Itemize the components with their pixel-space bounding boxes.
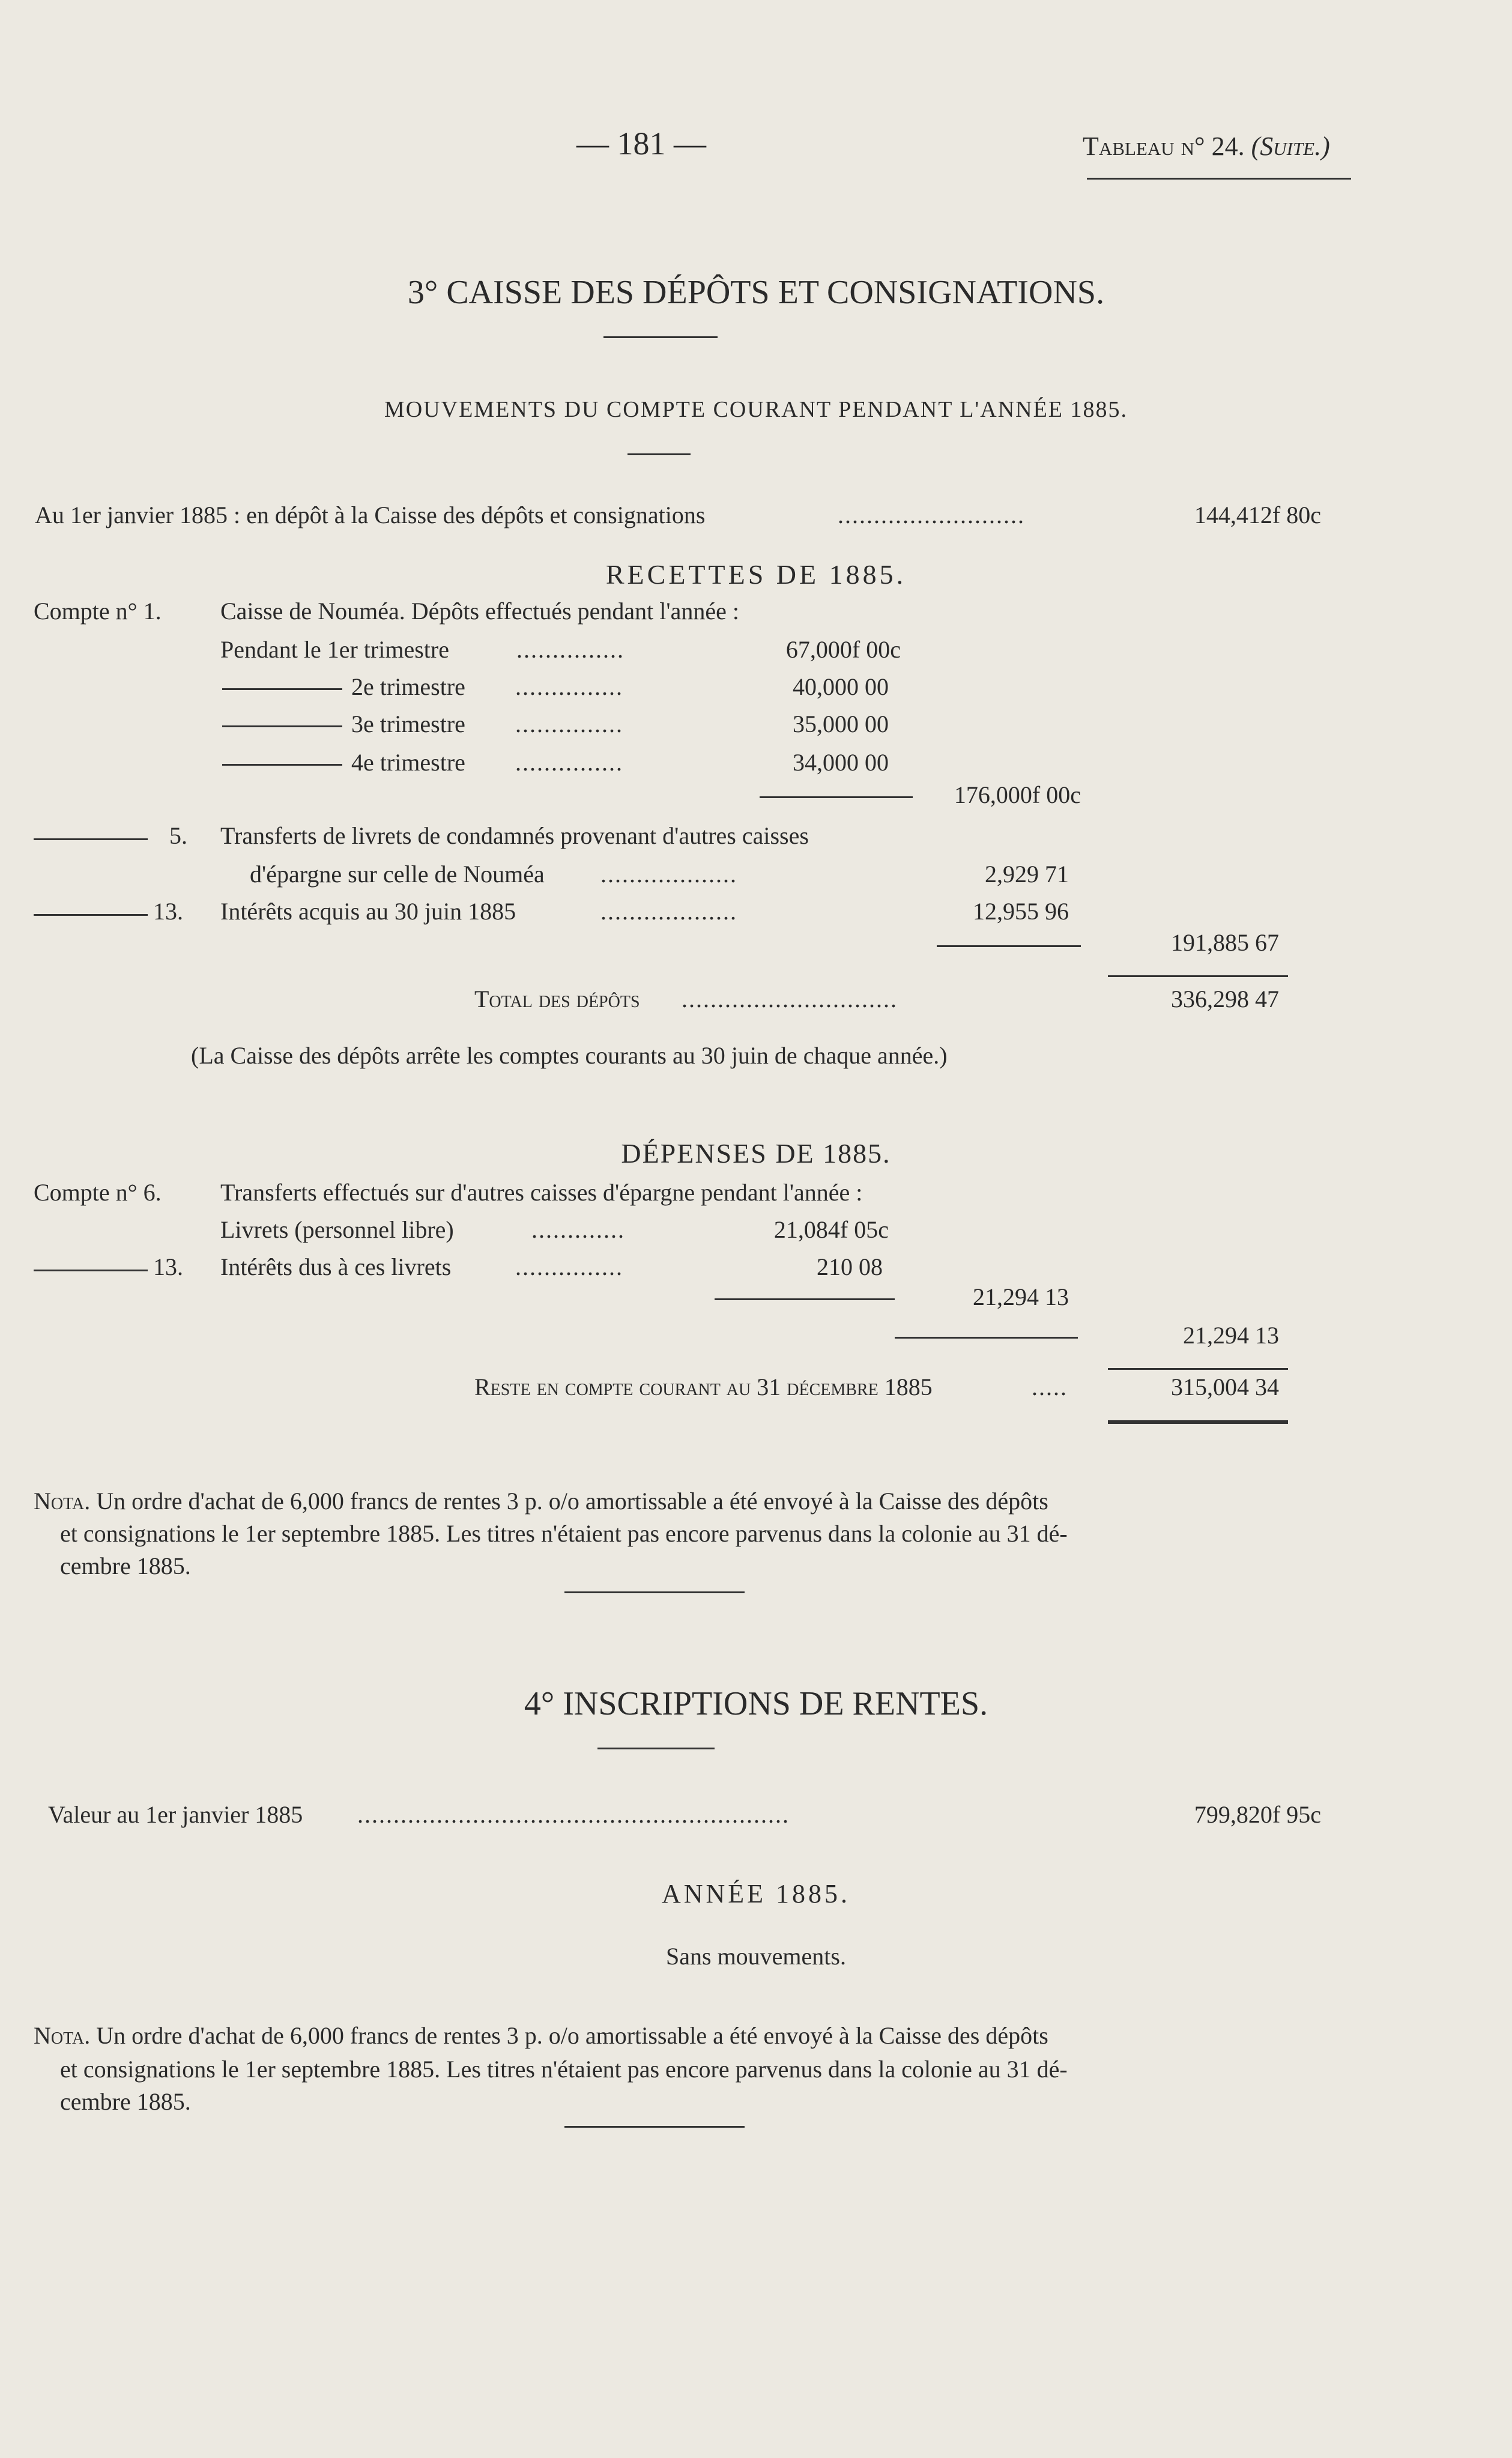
total-depots-rule xyxy=(1108,975,1288,977)
section3-subtitle: MOUVEMENTS DU COMPTE COURANT PENDANT L'ANNÉE 1885. xyxy=(384,397,1128,422)
compte13b-leader: ............... xyxy=(515,1253,623,1280)
compte6-label: Compte n° 6. xyxy=(34,1179,162,1206)
compte13b-label: 13. xyxy=(153,1253,183,1280)
compte13-label: 13. xyxy=(153,898,183,925)
q3-dash xyxy=(222,725,342,727)
q3-leader: ............... xyxy=(515,710,623,737)
opening-balance-label: Au 1er janvier 1885 : en dépôt à la Caisse des dépôts et consignations xyxy=(35,501,706,528)
compte5-text-1: Transferts de livrets de condamnés provenant d'autres caisses xyxy=(220,822,809,849)
sans-mouvements: Sans mouvements. xyxy=(666,1943,846,1970)
reste-rule-top xyxy=(1108,1368,1288,1370)
compte13-leader: ................... xyxy=(600,898,737,925)
compte6-text: Transferts effectués sur d'autres caisses d'épargne pendant l'année : xyxy=(220,1179,863,1206)
q1-value: 67,000f 00c xyxy=(785,636,901,663)
valeur-value: 799,820f 95c xyxy=(1194,1801,1321,1828)
compte13-dash xyxy=(34,914,148,916)
nota1-line2: et consignations le 1er septembre 1885. Les titres n'étaient pas encore parvenus dans la colonie au 31 dé- xyxy=(60,1520,1068,1547)
q4-dash xyxy=(222,764,342,766)
reste-rule-bottom xyxy=(1108,1420,1288,1424)
total-depots-text: Total des dépôts xyxy=(474,985,640,1013)
annee-title: ANNÉE 1885. xyxy=(661,1879,851,1909)
compte5-leader: ................... xyxy=(600,861,737,888)
note-paren: (La Caisse des dépôts arrête les comptes courants au 30 juin de chaque année.) xyxy=(191,1042,948,1069)
compte1-label: Compte n° 1. xyxy=(34,598,162,625)
page-number: — 181 — xyxy=(576,126,706,162)
compte5-label: 5. xyxy=(169,822,187,849)
q3-value: 35,000 00 xyxy=(793,710,889,737)
nota2-label: Nota. xyxy=(34,2022,91,2049)
valeur-leader: ............................................................ xyxy=(357,1801,790,1828)
nota1-text1: Un ordre d'achat de 6,000 francs de rentes 3 p. o/o amortissable a été envoyé à la Caisse des dépôts xyxy=(96,1488,1048,1515)
table-suite-text: (Suite.) xyxy=(1251,132,1330,161)
depenses-sub: 21,294 13 xyxy=(973,1283,1069,1310)
q2-value: 40,000 00 xyxy=(793,673,889,700)
livrets-value: 21,084f 05c xyxy=(773,1216,889,1243)
q2-label: 2e trimestre xyxy=(351,673,465,700)
q3-label: 3e trimestre xyxy=(351,710,465,737)
q2-dash xyxy=(222,688,342,690)
section4-title-rule xyxy=(597,1748,715,1749)
depenses-total-rule xyxy=(895,1337,1078,1339)
total-depots-value: 336,298 47 xyxy=(1171,985,1279,1013)
total-depots-leader: .............................. xyxy=(682,985,898,1013)
compte13b-dash xyxy=(34,1270,148,1271)
recettes-title: RECETTES DE 1885. xyxy=(605,559,907,590)
livrets-leader: ............. xyxy=(531,1216,625,1243)
opening-balance-value: 144,412f 80c xyxy=(1194,501,1321,528)
valeur-label: Valeur au 1er janvier 1885 xyxy=(48,1801,303,1828)
compte13b-value: 210 08 xyxy=(817,1253,883,1280)
compte13-text: Intérêts acquis au 30 juin 1885 xyxy=(220,898,516,925)
nota2-text1: Un ordre d'achat de 6,000 francs de rentes 3 p. o/o amortissable a été envoyé à la Caisse des dépôts xyxy=(96,2022,1048,2049)
compte5-value: 2,929 71 xyxy=(985,861,1069,888)
table-reference xyxy=(1083,131,1330,162)
header-underline xyxy=(1087,178,1351,180)
nota1-rule xyxy=(564,1591,745,1593)
q4-leader: ............... xyxy=(515,749,623,776)
opening-balance-leader: .......................... xyxy=(838,501,1025,528)
q1-label: Pendant le 1er trimestre xyxy=(220,636,449,663)
nota1-line3: cembre 1885. xyxy=(60,1552,191,1579)
nota1-line1 xyxy=(34,1487,1048,1515)
depenses-total: 21,294 13 xyxy=(1183,1322,1279,1349)
reste-value: 315,004 34 xyxy=(1171,1373,1279,1400)
section3-title: 3° CAISSE DES DÉPÔTS ET CONSIGNATIONS. xyxy=(407,274,1105,311)
q2-leader: ............... xyxy=(515,673,623,700)
recettes-total: 191,885 67 xyxy=(1171,929,1279,956)
nota2-rule xyxy=(564,2126,745,2128)
compte1-text: Caisse de Nouméa. Dépôts effectués pendant l'année : xyxy=(220,598,739,625)
compte5-dash xyxy=(34,838,148,840)
section4-title: 4° INSCRIPTIONS DE RENTES. xyxy=(524,1685,988,1722)
depenses-sub-rule xyxy=(715,1298,895,1300)
nota1-label: Nota. xyxy=(34,1488,91,1515)
q4-label: 4e trimestre xyxy=(351,749,465,776)
nota2-line2: et consignations le 1er septembre 1885. Les titres n'étaient pas encore parvenus dans la colonie au 31 dé- xyxy=(60,2056,1068,2083)
section3-title-rule xyxy=(603,336,718,338)
quarters-total: 176,000f 00c xyxy=(954,781,1081,808)
livrets-label: Livrets (personnel libre) xyxy=(220,1216,454,1243)
reste-leader: ..... xyxy=(1032,1373,1068,1400)
recettes-sum-rule xyxy=(937,945,1081,947)
q1-leader: ............... xyxy=(516,636,624,663)
compte5-text-2: d'épargne sur celle de Nouméa xyxy=(250,861,545,888)
reste-text: Reste en compte courant au 31 décembre 1885 xyxy=(474,1373,933,1400)
q4-value: 34,000 00 xyxy=(793,749,889,776)
total-depots-label xyxy=(474,985,640,1013)
compte13-value: 12,955 96 xyxy=(973,898,1069,925)
nota2-line1 xyxy=(34,2021,1048,2050)
compte13b-text: Intérêts dus à ces livrets xyxy=(220,1253,452,1280)
section3-subtitle-rule xyxy=(627,453,691,455)
reste-label xyxy=(474,1373,933,1401)
table-ref-text: Tableau n° 24. xyxy=(1083,132,1245,161)
depenses-title: DÉPENSES DE 1885. xyxy=(621,1138,891,1169)
nota2-line3: cembre 1885. xyxy=(60,2088,191,2115)
